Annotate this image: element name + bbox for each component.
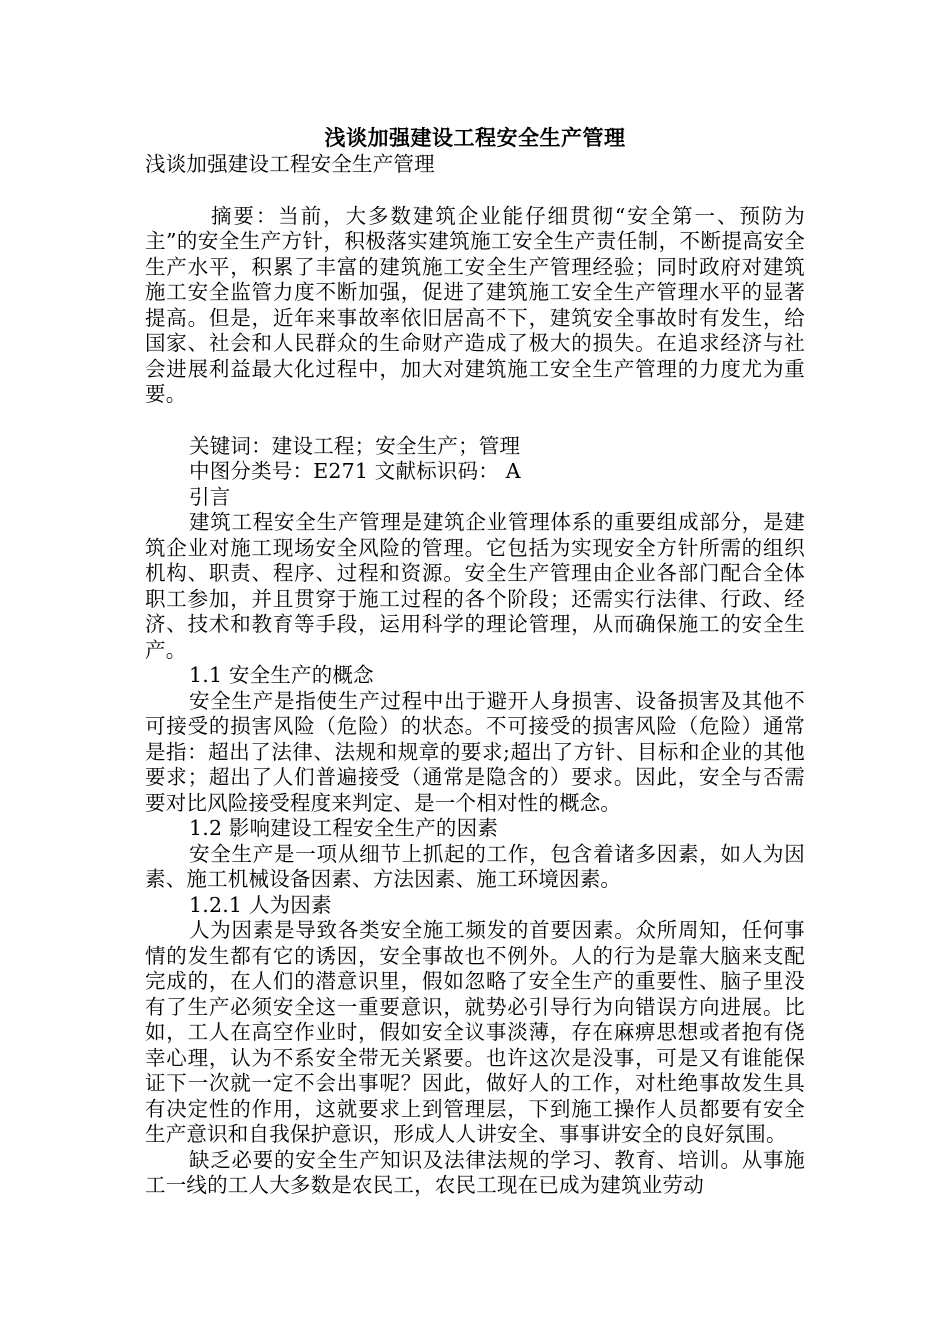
classification-line: 中图分类号：E271 文献标识码： A (189, 459, 521, 483)
spacer (145, 408, 805, 434)
document-title: 浅谈加强建设工程安全生产管理 (324, 126, 626, 150)
document-page (145, 124, 805, 1199)
section-1-2-paragraph: 安全生产是一项从细节上抓起的工作，包含着诸多因素，如人为因素、施工机械设备因素、方法因素、施工环境因素。 (145, 841, 805, 891)
spacer (145, 178, 805, 204)
training-paragraph: 缺乏必要的安全生产知识及法律法规的学习、教育、培训。从事施工一线的工人大多数是农民工，农民工现在已成为建筑业劳动 (145, 1147, 805, 1197)
section-1-1-heading: 1.1 安全生产的概念 (189, 663, 374, 687)
abstract-paragraph: 摘要：当前，大多数建筑企业能仔细贯彻“安全第一、预防为主”的安全生产方针，积极落实建筑施工安全生产责任制，不断提高安全生产水平，积累了丰富的建筑施工安全生产管理经验；同时政府对建筑施工安全监管力度不断加强，促进了建筑施工安全生产管理水平的显著提高。但是，近年来事故率依旧居高不下，建筑安全事故时有发生，给国家、社会和人民群众的生命财产造成了极大的损失。在追求经济与社会进展利益最大化过程中，加大对建筑施工安全生产管理的力度尤为重要。 (145, 203, 805, 406)
section-1-2-heading: 1.2 影响建设工程安全生产的因素 (189, 816, 499, 840)
document-subtitle: 浅谈加强建设工程安全生产管理 (145, 152, 435, 176)
section-1-2-1-heading: 1.2.1 人为因素 (189, 892, 332, 917)
section-1-2-1-paragraph: 人为因素是导致各类安全施工频发的首要因素。众所周知，任何事情的发生都有它的诱因，安全事故也不例外。人的行为是靠大脑来支配完成的，在人们的潜意识里，假如忽略了安全生产的重要性、脑子里没有了生产必须安全这一重要意识，就势必引导行为向错误方向进展。比如，工人在高空作业时，假如安全议事淡薄，存在麻痹思想或者抱有侥幸心理，认为不系安全带无关紧要。也许这次是没事，可是又有谁能保证下一次就一定不会出事呢？因此，做好人的工作，对杜绝事故发生具有决定性的作用，这就要求上到管理层，下到施工操作人员都要有安全生产意识和自我保护意识，形成人人讲安全、事事讲安全的良好氛围。 (145, 918, 805, 1146)
intro-paragraph: 建筑工程安全生产管理是建筑企业管理体系的重要组成部分，是建筑企业对施工现场安全风险的管理。它包括为实现安全方针所需的组织机构、职责、程序、过程和资源。安全生产管理由企业各部门配合全体职工参加，并且贯穿于施工过程的各个阶段；还需实行法律、行政、经济、技术和教育等手段，运用科学的理论管理，从而确保施工的安全生产。 (145, 510, 805, 662)
section-1-1-paragraph: 安全生产是指使生产过程中出于避开人身损害、设备损害及其他不可接受的损害风险（危险）的状态。不可接受的损害风险（危险）通常是指：超出了法律、法规和规章的要求;超出了方针、目标和企业的其他要求；超出了人们普遍接受（通常是隐含的）要求。因此，安全与否需要对比风险接受程度来判定、是一个相对性的概念。 (145, 688, 805, 815)
keywords-line: 关键词：建设工程；安全生产；管理 (189, 433, 521, 458)
intro-heading: 引言 (189, 484, 231, 509)
